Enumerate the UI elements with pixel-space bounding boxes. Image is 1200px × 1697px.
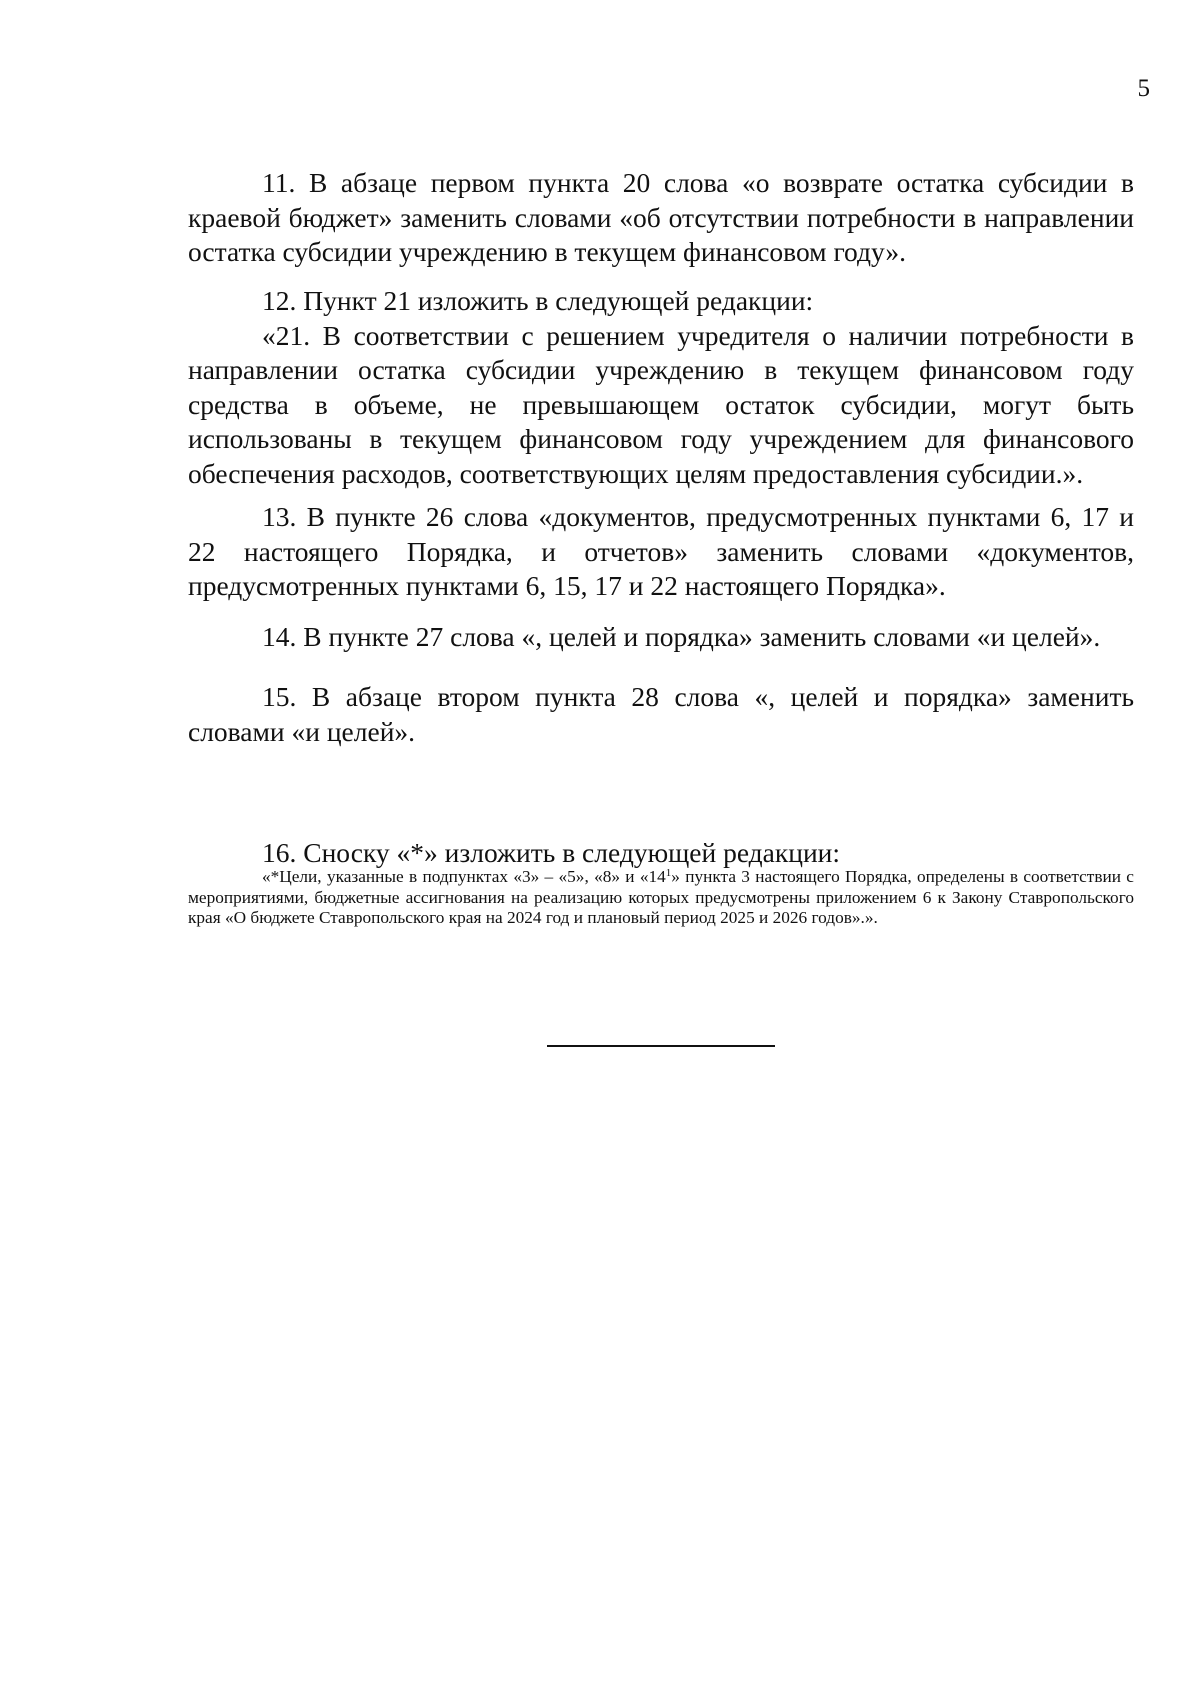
item-12-quoted-text: «21. В соответствии с решением учредителя о наличии потребности в направлении остатка субсидии учреждению в текущем финансовом году средства в объеме, не превышающем остаток субсидии, могут быть использованы в текущем финансовом году учреждением для финансового обеспечения расходов, соответствующих целям предоставления субсидии.». xyxy=(188,319,1134,489)
item-14 xyxy=(188,620,1134,655)
item-15-text: 15. В абзаце втором пункта 28 слова «, целей и порядка» заменить словами «и целей». xyxy=(188,681,1134,747)
item-15 xyxy=(188,680,1134,749)
item-11 xyxy=(188,166,1134,270)
page-number: 5 xyxy=(1137,75,1150,102)
footnote-superscript: 1 xyxy=(665,867,672,879)
item-14-text: 14. В пункте 27 слова «, целей и порядка» заменить словами «и целей». xyxy=(262,621,1101,652)
item-13 xyxy=(188,500,1134,604)
item-11-text: 11. В абзаце первом пункта 20 слова «о возврате остатка субсидии в краевой бюджет» заменить словами «об отсутствии потребности в направлении остатка субсидии учреждению в текущем финансовом году». xyxy=(188,167,1134,267)
end-of-document-rule xyxy=(547,1045,775,1047)
footnote-part-1: «*Цели, указанные в подпунктах «3» – «5», «8» и «14 xyxy=(262,867,666,886)
footnote-text xyxy=(188,867,1134,929)
footnote-part-2: » пункта 3 настоящего Порядка, определены в соответствии с мероприятиями, бюджетные ассигнования на реализацию которых предусмотрены приложением 6 к Закону Ставропольского края «О бюджете Ставропольского края на 2024 год и плановый период 2025 и 2026 годов».». xyxy=(188,867,1134,927)
item-12-intro: 12. Пункт 21 изложить в следующей редакции: xyxy=(262,285,814,316)
item-16-intro: 16. Сноску «*» изложить в следующей редакции: xyxy=(262,837,841,868)
item-16 xyxy=(188,836,1134,871)
item-12 xyxy=(188,284,1134,491)
item-13-text: 13. В пункте 26 слова «документов, предусмотренных пунктами 6, 17 и 22 настоящего Порядка, и отчетов» заменить словами «документов, предусмотренных пунктами 6, 15, 17 и 22 настоящего Порядка». xyxy=(188,501,1134,601)
